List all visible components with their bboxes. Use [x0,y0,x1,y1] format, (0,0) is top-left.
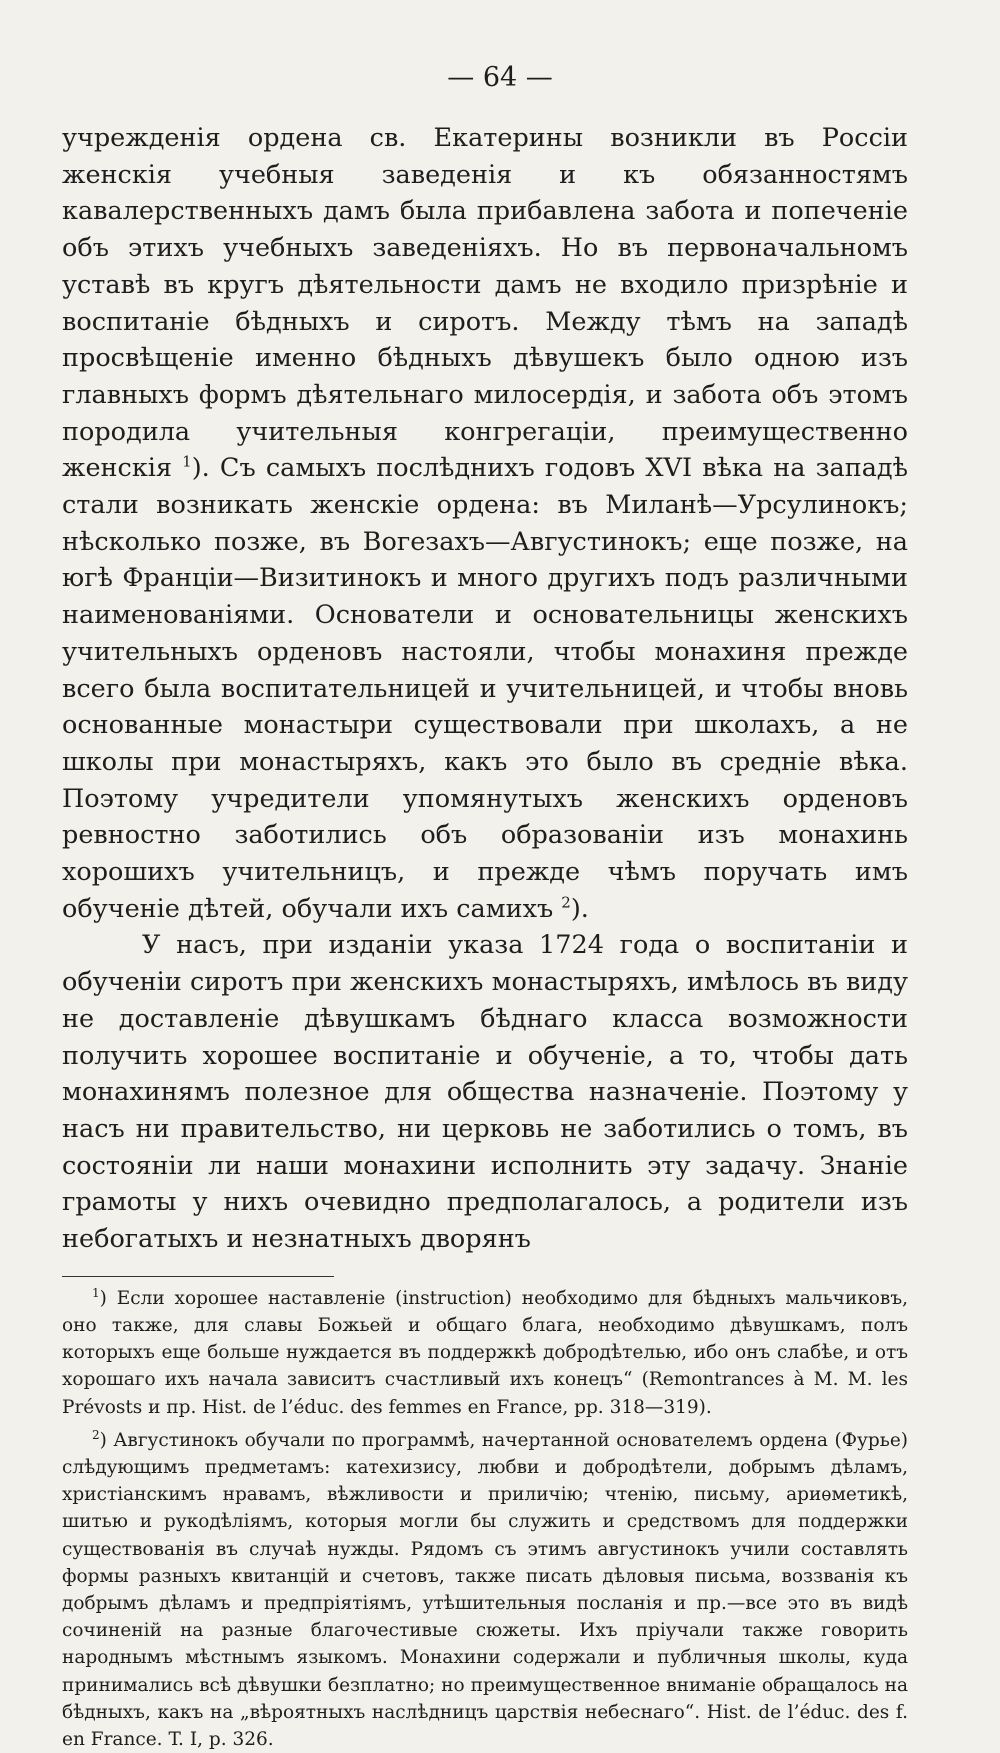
footnote-1 [62,1285,908,1421]
paragraph-1-part-a: учрежденія ордена св. Екатерины возникли въ Россіи женскія учебныя заведенія и къ обязанностямъ кавалерственныхъ дамъ была прибавлена забота и попеченіе объ этихъ учебныхъ заведеніяхъ. Но въ первоначальномъ уставѣ въ кругъ дѣятельности дамъ не входило призрѣніе и воспитаніе бѣдныхъ и сиротъ. Между тѣмъ на западѣ просвѣщеніе именно бѣдныхъ дѣвушекъ было одною изъ главныхъ формъ дѣятельнаго милосердія, и забота объ этомъ породила учительныя конгрегаціи, преимущественно женскія [62,123,908,484]
footnote-separator [62,1276,334,1277]
paragraph-1 [62,120,908,927]
page-number: — 64 — [447,62,553,93]
main-text [62,120,908,1258]
paragraph-2: У насъ, при изданіи указа 1724 года о воспитаніи и обученіи сиротъ при женскихъ монастыряхъ, имѣлось въ виду не доставленіе дѣвушкамъ бѣднаго класса возможности получить хорошее воспитаніе и обученіе, а то, чтобы дать монахинямъ полезное для общества назначеніе. Поэтому у насъ ни правительство, ни церковь не заботились о томъ, въ состояніи ли наши монахини исполнить эту задачу. Знаніе грамоты у нихъ очевидно предполагалось, а родители изъ небогатыхъ и незнатныхъ дворянъ [62,930,908,1255]
paragraph-1-part-c: ). [570,893,589,924]
footnotes [62,1285,908,1753]
footnote-ref-1: 1 [182,452,192,471]
footnote-2-mark: 2 [92,1427,100,1442]
footnote-1-mark: 1 [92,1285,100,1300]
footnote-2-text: ) Августинокъ обучали по программѣ, начертанной основателемъ ордена (Фурье) слѣдующимъ предметамъ: катехизису, любви и добродѣтели, добрымъ дѣламъ, христіанскимъ нравамъ, вѣжливости и приличію; чтенію, письму, ариѳметикѣ, шитью и рукодѣліямъ, которыя могли бы служить и средствомъ для поддержки существованія въ случаѣ нужды. Рядомъ съ этимъ августинокъ учили составлять формы разныхъ квитанцій и счетовъ, также писать дѣловыя письма, воззванія къ добрымъ дѣламъ и предпріятіямъ, утѣшительныя посланія и пр.—все это въ видѣ сочиненій на разные благочестивые сюжеты. Ихъ пріучали также говорить народнымъ мѣстнымъ языкомъ. Монахини содержали и публичныя школы, куда принимались всѣ дѣвушки безплатно; но преимущественное вниманіе обращалось на бѣдныхъ, какъ на „вѣроятныхъ наслѣдницъ царствія небеснаго“. Hist. de l’éduc. des f. en France. T. I, p. 326. [62,1429,908,1751]
footnote-1-text: ) Если хорошее наставленіе (instruction) необходимо для бѣдныхъ мальчиковъ, оно также, для славы Божьей и общаго блага, необходимо дѣвушкамъ, полъ которыхъ еще больше нуждается въ поддержкѣ добродѣтелью, ибо онъ слабѣе, и отъ хорошаго ихъ начала зависитъ счастливый ихъ конецъ“ (Remontrances à M. M. les Prévosts и пр. Hist. de l’éduc. des femmes en France, pp. 318—319). [62,1287,908,1418]
paragraph-1-part-b: ). Съ самыхъ послѣднихъ годовъ XVI вѣка на западѣ стали возникать женскіе ордена: въ Миланѣ—Урсулинокъ; нѣсколько позже, въ Вогезахъ—Августинокъ; еще позже, на югѣ Франціи—Визитинокъ и много другихъ подъ различными наименованіями. Основатели и основательницы женскихъ учительныхъ орденовъ настояли, чтобы монахиня прежде всего была воспитательницей и учительницей, и чтобы вновь основанные монастыри существовали при школахъ, а не школы при монастыряхъ, какъ это было въ средніе вѣка. Поэтому учредители упомянутыхъ женскихъ орденовъ ревностно заботились объ образованіи изъ монахинь хорошихъ учительницъ, и прежде чѣмъ поручать имъ обученіе дѣтей, обучали ихъ самихъ [62,453,908,924]
footnote-ref-2: 2 [561,893,571,912]
footnote-2 [62,1427,908,1753]
